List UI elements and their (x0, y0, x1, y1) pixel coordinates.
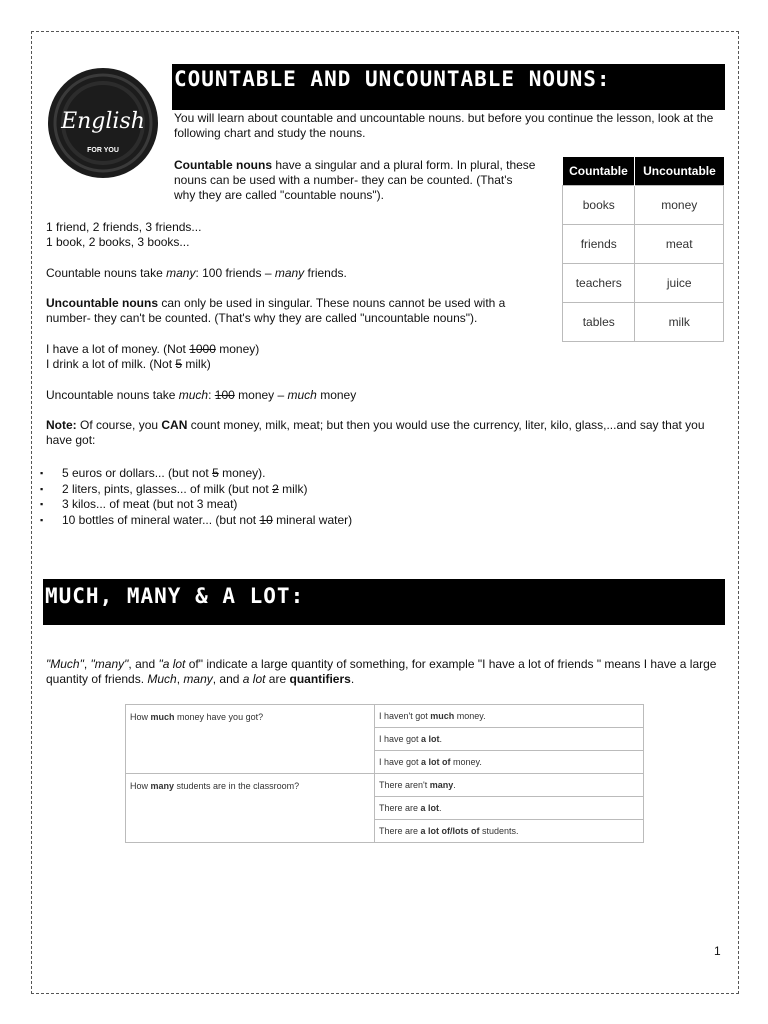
list-item: ▪ 3 kilos... of meat (but not 3 meat) (40, 497, 352, 513)
answer-cell: I have got a lot. (375, 728, 644, 751)
section-title-countable: COUNTABLE AND UNCOUNTABLE NOUNS: (172, 64, 725, 110)
table-cell: tables (563, 303, 635, 342)
list-item: ▪ 10 bottles of mineral water... (but not 10 mineral water) (40, 513, 352, 529)
much-line: Uncountable nouns take much: 100 money – much money (46, 388, 357, 402)
table-header-row (563, 157, 724, 186)
table-cell: milk (635, 303, 724, 342)
quantifiers-table (125, 704, 644, 843)
table-cell: friends (563, 225, 635, 264)
table-row (126, 705, 644, 728)
answer-cell: I have got a lot of money. (375, 751, 644, 774)
table-cell: books (563, 186, 635, 225)
table-cell: juice (635, 264, 724, 303)
table-row (563, 225, 724, 264)
table-row (563, 264, 724, 303)
table-row (563, 186, 724, 225)
bullet-list (40, 466, 352, 528)
uncountable-examples: I have a lot of money. (Not 1000 money) I drink a lot of milk. (Not 5 milk) (46, 342, 260, 371)
table-cell: money (635, 186, 724, 225)
note-paragraph: Note: Of course, you CAN count money, milk, meat; but then you would use the currency, liter, kilo, glass,...and say that you have got: (46, 418, 705, 447)
many-line: Countable nouns take many: 100 friends – many friends. (46, 266, 347, 280)
list-item: ▪ 5 euros or dollars... (but not 5 money). (40, 466, 352, 482)
intro-paragraph: You will learn about countable and uncountable nouns. but before you continue the lesson, look at the following chart and study the nouns. (174, 111, 714, 140)
answer-cell: There are a lot. (375, 797, 644, 820)
table-row (563, 303, 724, 342)
header-countable: Countable (563, 157, 635, 186)
logo-script-text: English (61, 109, 145, 134)
logo-sub-text: FOR YOU (87, 147, 119, 154)
table-cell: teachers (563, 264, 635, 303)
quantifiers-paragraph: "Much", "many", and "a lot of" indicate a large quantity of something, for example "I have a lot of friends " means I have a large quantity of friends. Much, many, and a lot are quantifiers. (46, 657, 717, 686)
english-for-you-logo (46, 66, 160, 180)
nouns-table (562, 157, 724, 342)
answer-cell: There aren't many. (375, 774, 644, 797)
question-much: How much money have you got? (126, 705, 375, 774)
table-cell: meat (635, 225, 724, 264)
answer-cell: There are a lot of/lots of students. (375, 820, 644, 843)
countable-definition: Countable nouns have a singular and a plural form. In plural, these nouns can be used with a number- they can be counted. (That's why they are called "countable nouns"). (174, 158, 536, 202)
section-title-quantifiers: MUCH, MANY & A LOT: (43, 579, 725, 625)
table-row (126, 774, 644, 797)
question-many: How many students are in the classroom? (126, 774, 375, 843)
list-item: ▪ 2 liters, pints, glasses... of milk (but not 2 milk) (40, 482, 352, 498)
answer-cell: I haven't got much money. (375, 705, 644, 728)
countable-examples: 1 friend, 2 friends, 3 friends... 1 book, 2 books, 3 books... (46, 220, 202, 249)
uncountable-definition: Uncountable nouns can only be used in singular. These nouns cannot be used with a number- they can't be counted. (That's why they are called "uncountable nouns"). (46, 296, 506, 325)
header-uncountable: Uncountable (635, 157, 724, 186)
page-number: 1 (714, 944, 721, 958)
